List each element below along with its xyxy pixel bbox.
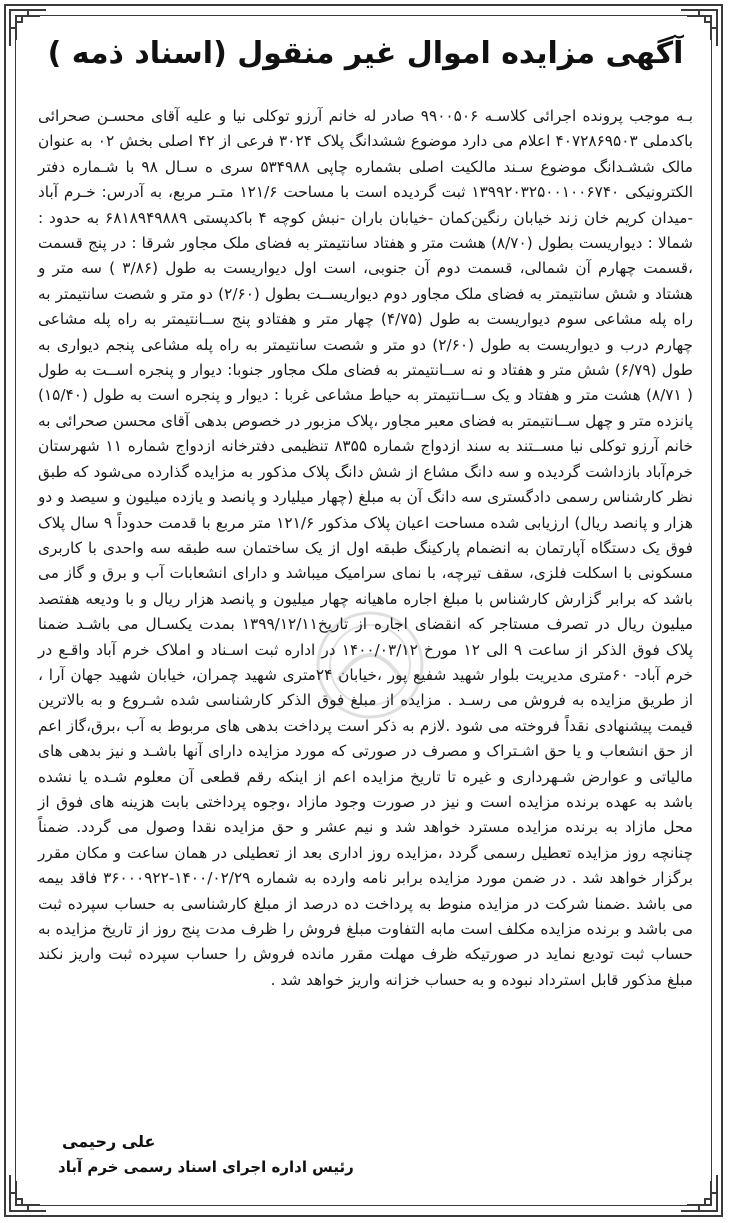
notice-title: آگهی مزایده اموال غیر منقول (اسناد ذمه ) <box>47 36 684 71</box>
signatory-name: علی رحیمی <box>62 1132 156 1151</box>
notice-body: بـه موجب پرونده اجرائی کلاسـه ۹۹۰۰۵۰۶ صادر له خانم آرزو توکلی نیا و علیه آقای محسـن صحرائی باکدملی ۴۰۷۲۸۶۹۵۰۳ اعلام می دارد موضوع ششدانگ پلاک ۳۰۲۴ فرعی از ۴۲ اصلی بخش ۰۲ به عنوان مالک ششـدانگ موضوع سـند مالکیت اصلی بشماره چاپی ۵۳۴۹۸۸ سری ه سـال ۹۸ با شـماره دفتر الکترونیکی ۱۳۹۹۲۰۳۲۵۰۰۱۰۰۶۷۴۰ ثبت گردیده است با مساحت ۱۲۱/۶ متـر مربع، به آدرس: خـرم آباد -میدان کریم خان زند خیابان رنگین‌کمان -خیابان باران -نبش کوچه ۴ باکدپستی ۶۸۱۸۹۴۹۸۸۹ به حدود : شمالا : دیواریست بطول (۸/۷۰) هشت متر و هفتاد سانتیمتر به فضای ملک مجاور شرقا : در پنج قسمت ،قسمت چهارم آن شمالی، قسمت دوم آن جنوبی، است اول دیواریست به طول (۳/۸۶ ) سه متر و هشتاد و شش سانتیمتر به فضای ملک مجاور دوم دیواریســت بطول (۲/۶۰) دو متر و شصت سانتیمتر به راه پله مشاعی سوم دیواریست به طول (۴/۷۵) چهار متر و هفتادو پنج ســانتیمتر به راه پله مشاعی چهارم درب و دیواریست به طول (۲/۶۰) دو متر و شصت سانتیمتر به راه پله مشاعی پنجم دیواری به طول (۶/۷۹) شش متر و هفتاد و نه ســانتیمتر به فضای ملک مجاور جنوبا: دیوار و پنجره اســت به طول ( ۸/۷۱) هشت متر و هفتاد و یک ســانتیمتر به حیاط مشاعی غربا : دیوار و پنجره است به طول (۱۵/۴۰) پانزده متر و چهل ســانتیمتر به فضای معبر مجاور ،پلاک مزبور در خصوص بدهی آقای محسن صحرائی به خانم آرزو توکلی نیا مســتند به سند ازدواج شماره ۸۳۵۵ تنظیمی دفترخانه ازدواج شماره ۱۱ شهرستان خرم‌آباد بازداشت گردیده و سه دانگ مشاع از شش دانگ پلاک مذکور به مزایده گذارده می‌شود که طبق نظر کارشناس رسمی دادگستری سه دانگ آن به مبلغ (چهار میلیارد و پانصد و یازده میلیون و سیصد و دو هزار و پانصد ریال) ارزیابی شده مساحت اعیان پلاک مذکور ۱۲۱/۶ متر مربع با قدمت حدوداً ۹ سال پلاک فوق یک دستگاه آپارتمان به انضمام پارکینگ طبقه اول از یک ساختمان سه طبقه سه واحدی با کاربری مسکونی با اسکلت فلزی، سقف تیرچه، با نمای سرامیک میباشد و دارای انشعابات آب و برق و گاز می باشد که برابر گزارش کارشناس با مبلغ اجاره ماهیانه چهار میلیون و پانصد هزار ریال و با ودیعه هفتصد میلیون ریال در تصرف مستاجر که انقضای اجاره از تاریخ۱۳۹۹/۱۲/۱۱ بمدت یکسـال می باشـد ضمنا پلاک فوق الذکر از ساعت ۹ الی ۱۲ مورخ ۱۴۰۰/۰۳/۱۲ در اداره ثبت اسـناد و املاک خرم آباد واقـع در خرم آباد- ۶۰متری مدیریت بلوار شهید شفیع پور ،خیابان ۲۴متری شهید چمران، خیابان شهید جهان آرا ، از طریق مزایده به فروش می رسـد . مزایده از مبلغ فوق الذکر کارشناسی شده شـروع و به بالاترین قیمت پیشنهادی نقداً فروخته می شود .لازم به ذکر است پرداخت بدهی های مربوط به آب ،برق،گاز اعم از حق انشعاب و یا حق اشـتراک و مصرف در صورتی که مورد مزایده دارای آنها باشـد و نیز بدهی های مالیاتی و عوارض شـهرداری و غیره تا تاریخ مزایده اعم از اینکه رقم قطعی آن معلوم شـده یا نشده باشد به عهده برنده مزایده است و نیز در صورت وجود مازاد ،وجوه پرداختی بابت هزینه های فوق از محل مازاد به برنده مزایده مسترد خواهد شد و نیم عشر و حق مزایده نقدا وصول می گردد. ضمناً چنانچه روز مزایده تعطیل رسمی گردد ،مزایده روز اداری بعد از تعطیلی در همان ساعت و مکان مقرر برگزار خواهد شد . در ضمن مورد مزایده برابر نامه وارده به شماره ۱۴۰۰/۰۲/۲۹-۳۶۰۰۰۹۲۲ فاقد بیمه می باشد .ضمنا شرکت در مزایده منوط به پرداخت ده درصد از مبلغ کارشناسی به حساب سپرده ثبت می باشد و برنده مزایده مکلف است مابه التفاوت مبلغ فروش را ظرف مدت پنج روز از تاریخ مزایده به حساب ثبت تودیع نماید در صورتیکه ظرف مهلت مقرر مانده فروش را حساب سپرده ثبت واریز نکند مبلغ مذکور قابل استرداد نبوده و به حساب خزانه واریز خواهد شد . <box>38 107 694 989</box>
signatory-role: رئیس اداره اجرای اسناد رسمی خرم آباد <box>58 1158 354 1176</box>
corner-ornament-icon <box>679 1173 719 1213</box>
corner-ornament-icon <box>8 1173 48 1213</box>
